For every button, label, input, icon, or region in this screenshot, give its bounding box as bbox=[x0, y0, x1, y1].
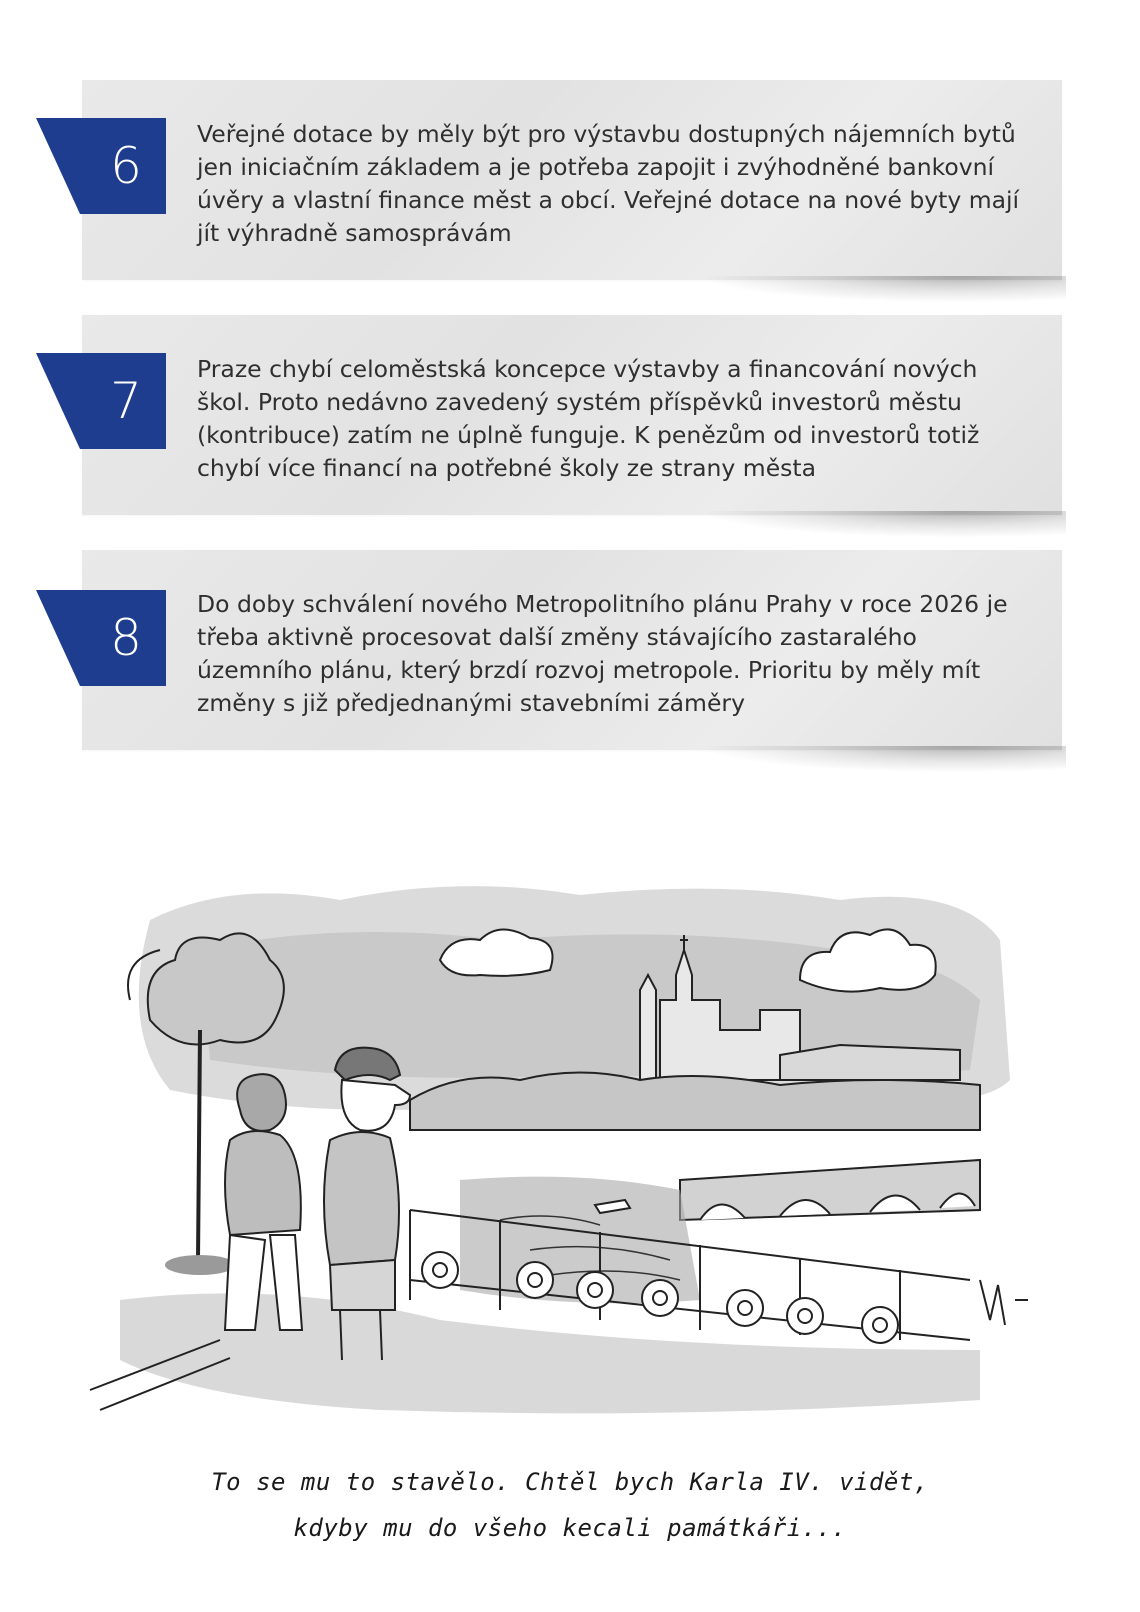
point-text-6: Veřejné dotace by měly být pro výstavbu dostupných nájemních bytů jen iniciačním základem a je potřeba zapojit i zvýhodněné bankovní úvěry a vlastní finance měst a obcí. Veřejné dotace na nové byty mají jít výhradně samosprávám bbox=[197, 120, 1020, 247]
point-card-8 bbox=[82, 550, 1062, 750]
cartoon-caption-line-1: To se mu to stavělo. Chtěl bych Karla IV. vidět, bbox=[211, 1468, 929, 1496]
cartoon-caption-line-2: kdyby mu do všeho kecali památkáři... bbox=[293, 1514, 847, 1542]
cartoon-illustration bbox=[80, 880, 1060, 1460]
badge-number: 8 bbox=[110, 609, 142, 667]
point-text-8: Do doby schválení nového Metropolitního plánu Prahy v roce 2026 je třeba aktivně procesovat další změny stávajícího zastaralého územního plánu, který brzdí rozvoj metropole. Prioritu by měly mít změny s již předjednanými stavebními záměry bbox=[197, 590, 1008, 717]
number-badge-6 bbox=[36, 118, 166, 214]
number-badge-8 bbox=[36, 590, 166, 686]
point-card-7 bbox=[82, 315, 1062, 515]
point-text-7: Praze chybí celoměstská koncepce výstavby a financování nových škol. Proto nedávno zavedený systém příspěvků investorů městu (kontribuce) zatím ne úplně funguje. K penězům od investorů totiž chybí více financí na potřebné školy ze strany města bbox=[197, 355, 980, 482]
number-badge-7 bbox=[36, 353, 166, 449]
badge-number: 6 bbox=[110, 137, 142, 195]
badge-number: 7 bbox=[110, 372, 142, 430]
point-card-6 bbox=[82, 80, 1062, 280]
